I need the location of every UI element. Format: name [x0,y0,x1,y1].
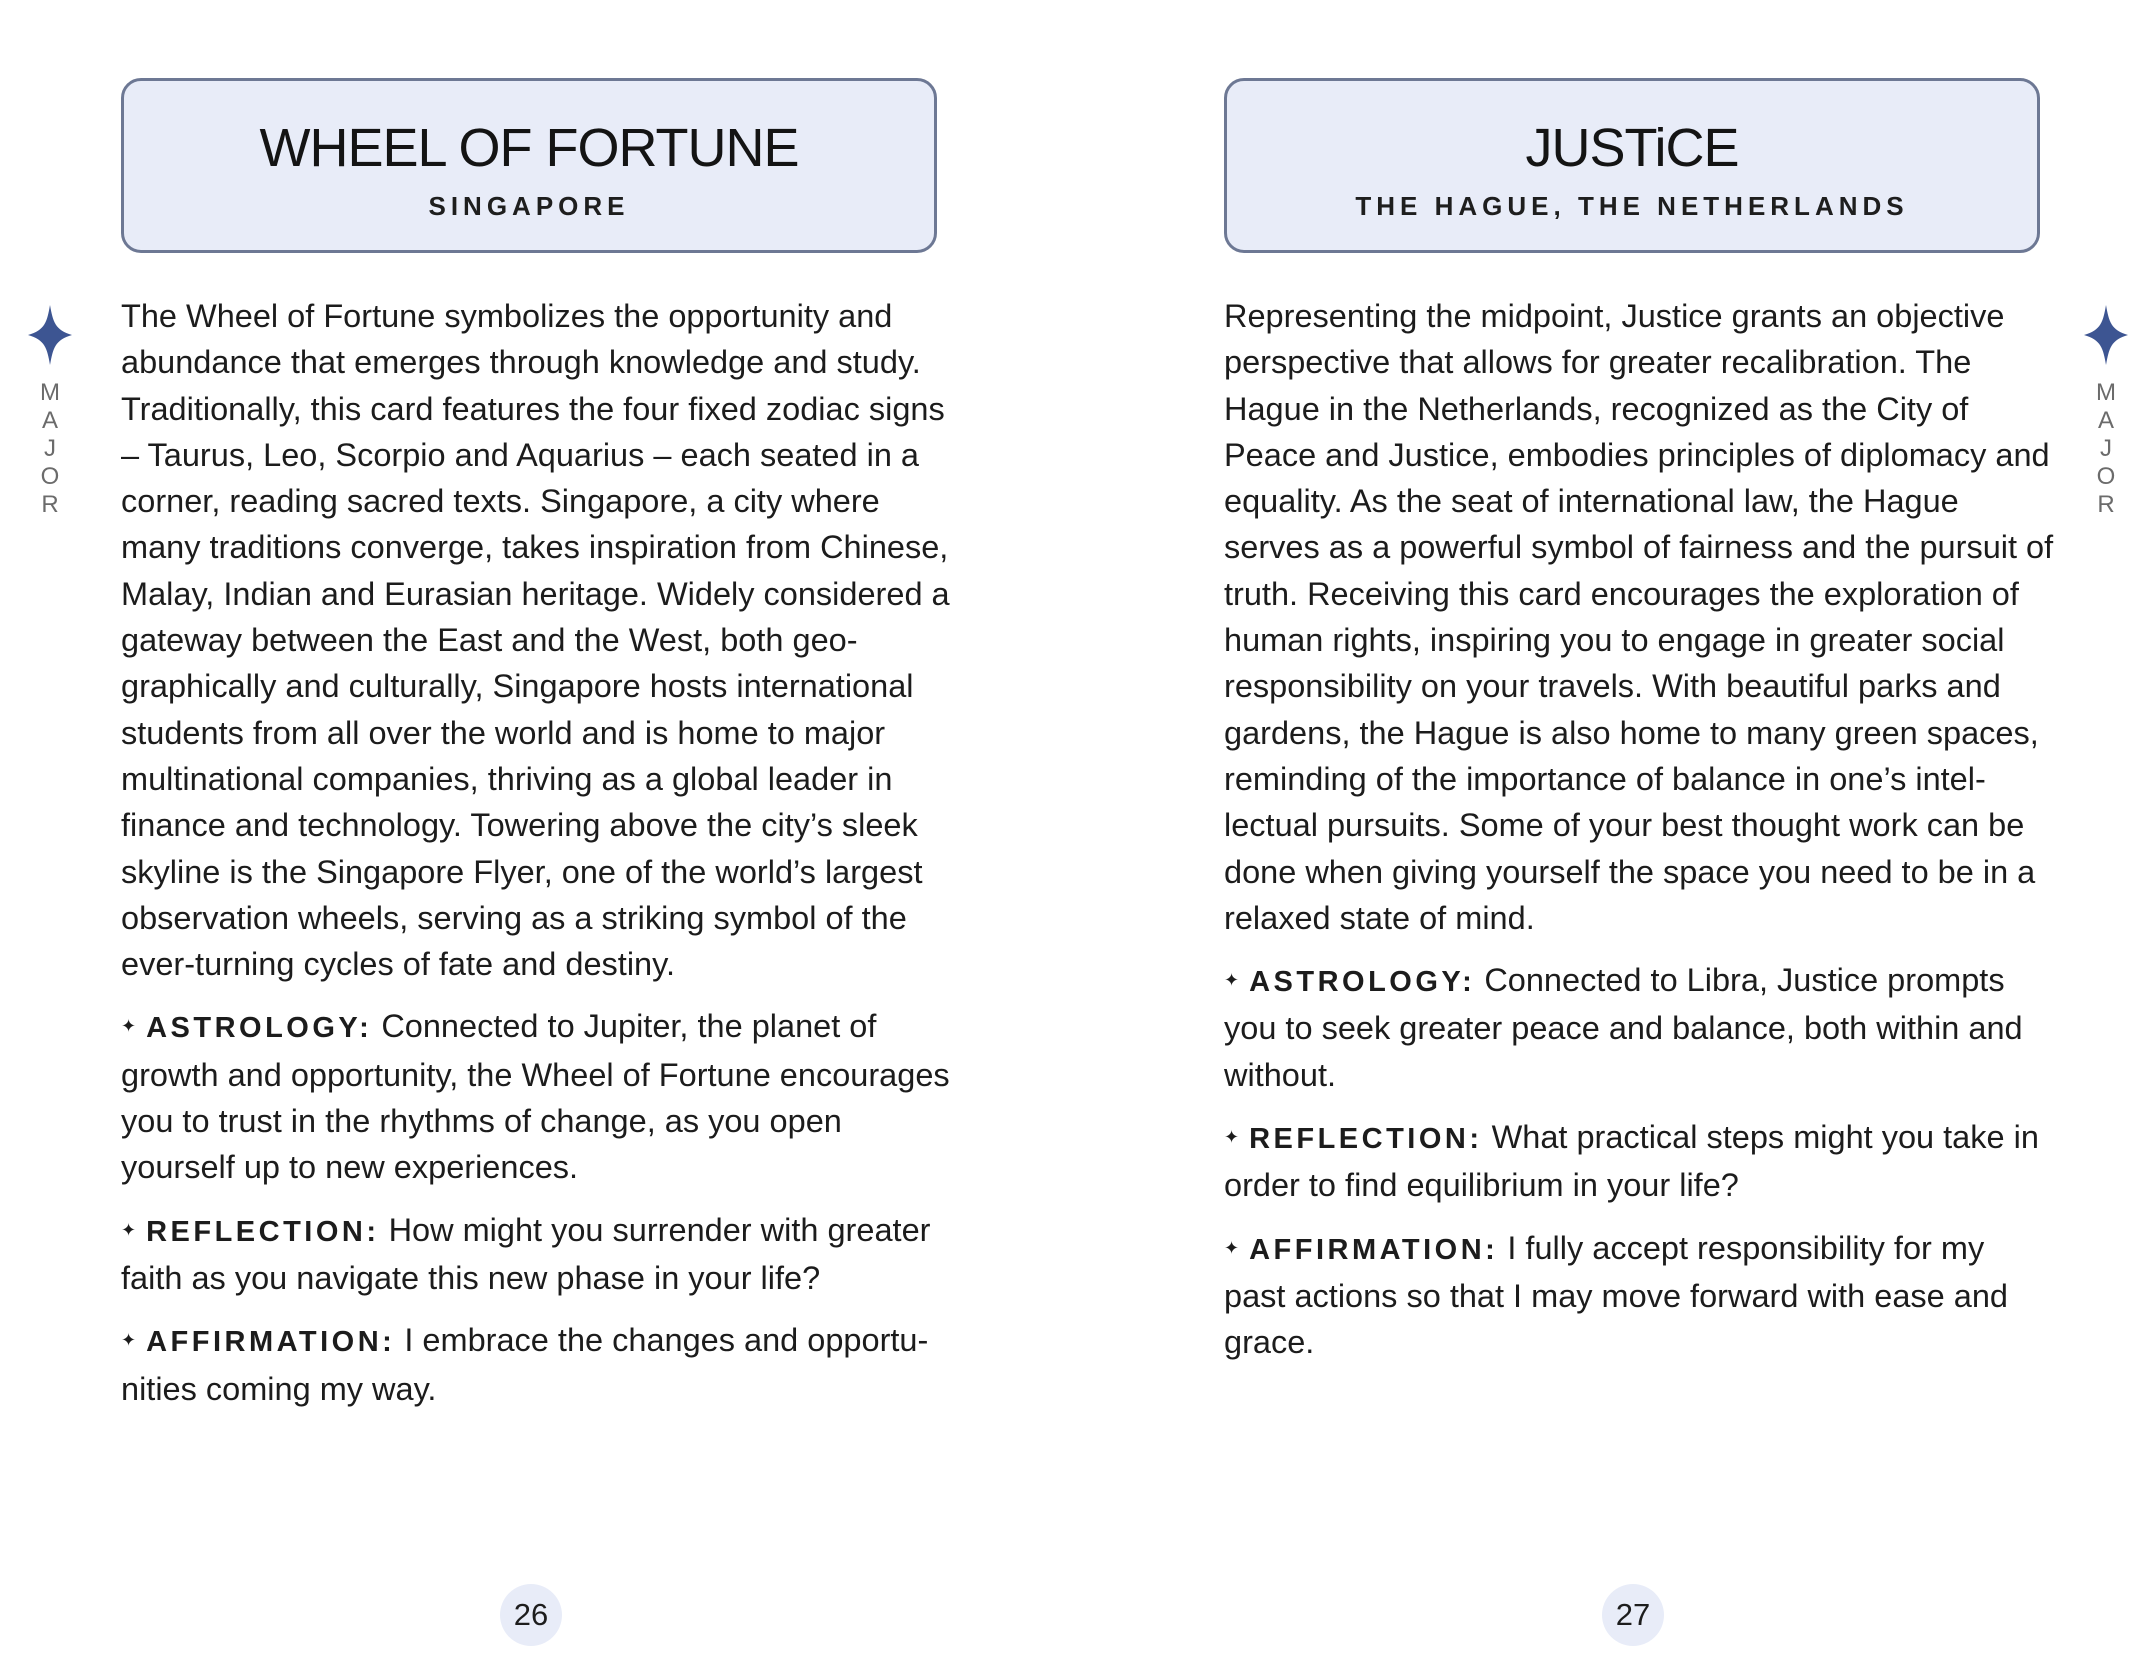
bullet-icon: ✦ [121,1330,137,1351]
bullet-icon: ✦ [1224,1237,1240,1258]
card-description [121,293,951,1428]
left-page [0,0,1077,1679]
star-icon [28,305,72,365]
page-number: 27 [1602,1584,1664,1646]
tab-letter: R [2097,491,2115,518]
affirmation-item [121,1317,951,1412]
bullet-icon: ✦ [1224,970,1240,991]
card-title-box [121,78,937,253]
item-label: AFFIRMATION: [1249,1233,1499,1266]
tab-letter: O [2096,463,2116,490]
tab-letter: J [2100,435,2112,462]
section-tab-major [2076,305,2136,519]
tab-letter: M [40,379,60,406]
tab-letter: A [2097,407,2114,434]
description-paragraph: The Wheel of Fortune symbolizes the opportunity and abundance that emerges through knowledge and study. Traditionally, this card features the four fixed zodiac signs – Taurus, Leo, Scorpio and Aquarius – each seated in a corner, reading sacred texts. Singapore, a city where many traditions converge, takes inspiration from Chinese, Malay, Indian and Eurasian heritage. Widely considered a gateway between the East and the West, both geo-graphically and culturally, Singapore hosts international students from all over the world and is home to major multinational companies, thriving as a global leader in finance and technology. Towering above the city’s sleek skyline is the Singapore Flyer, one of the world’s largest observation wheels, serving as a striking symbol of the ever-turning cycles of fate and destiny. [121,298,950,983]
item-label: REFLECTION: [146,1215,380,1248]
affirmation-item [1224,1225,2054,1366]
bullet-icon: ✦ [121,1219,137,1240]
astrology-item [121,1003,951,1190]
item-text: I embrace the changes and opportu-nities coming my way. [121,1322,929,1407]
bullet-icon: ✦ [121,1016,137,1037]
card-location: SINGAPORE [428,191,630,221]
item-text: Connected to Libra, Justice prompts you to seek greater peace and balance, both within and without. [1224,962,2023,1093]
item-label: AFFIRMATION: [146,1326,396,1359]
item-label: REFLECTION: [1249,1123,1483,1156]
reflection-item [121,1207,951,1302]
card-title-box [1224,78,2040,253]
card-title: JUSTiCE [1525,118,1739,178]
astrology-item [1224,957,2054,1098]
tab-letter: R [41,491,59,518]
reflection-item [1224,1114,2054,1209]
tab-letter: O [40,463,60,490]
card-location: THE HAGUE, THE NETHERLANDS [1355,191,1909,221]
star-icon [2084,305,2128,365]
item-text: What practical steps might you take in order to find equilibrium in your life? [1224,1119,2039,1204]
item-text: I fully accept responsibility for my past actions so that I may move forward with ease and grace. [1224,1229,2008,1361]
bullet-icon: ✦ [1224,1127,1240,1148]
tab-letter: M [2096,379,2116,406]
card-description [1224,293,2054,1382]
tab-letter: A [41,407,58,434]
description-paragraph: Representing the midpoint, Justice grants an objective perspective that allows for greater recalibration. The Hague in the Netherlands, recognized as the City of Peace and Justice, embodies principles of diplomacy and equality. As the seat of international law, the Hague serves as a powerful symbol of fairness and the pursuit of truth. Receiving this card encourages the exploration of human rights, inspiring you to engage in greater social responsibility on your travels. With beautiful parks and gardens, the Hague is also home to many green spaces, reminding of the importance of balance in one’s intel-lectual pursuits. Some of your best thought work can be done when giving yourself the space you need to be in a relaxed state of mind. [1224,298,2054,936]
page-number: 26 [500,1584,562,1646]
item-label: ASTROLOGY: [1249,966,1476,999]
right-page [1078,0,2155,1679]
item-label: ASTROLOGY: [146,1012,373,1045]
card-title: WHEEL OF FORTUNE [259,118,799,178]
tab-letter: J [44,435,56,462]
item-text: How might you surrender with greater faith as you navigate this new phase in your life? [121,1211,931,1296]
section-tab-major [20,305,80,519]
item-text: Connected to Jupiter, the planet of growth and opportunity, the Wheel of Fortune encourages you to trust in the rhythms of change, as you open yourself up to new experiences. [121,1008,950,1186]
